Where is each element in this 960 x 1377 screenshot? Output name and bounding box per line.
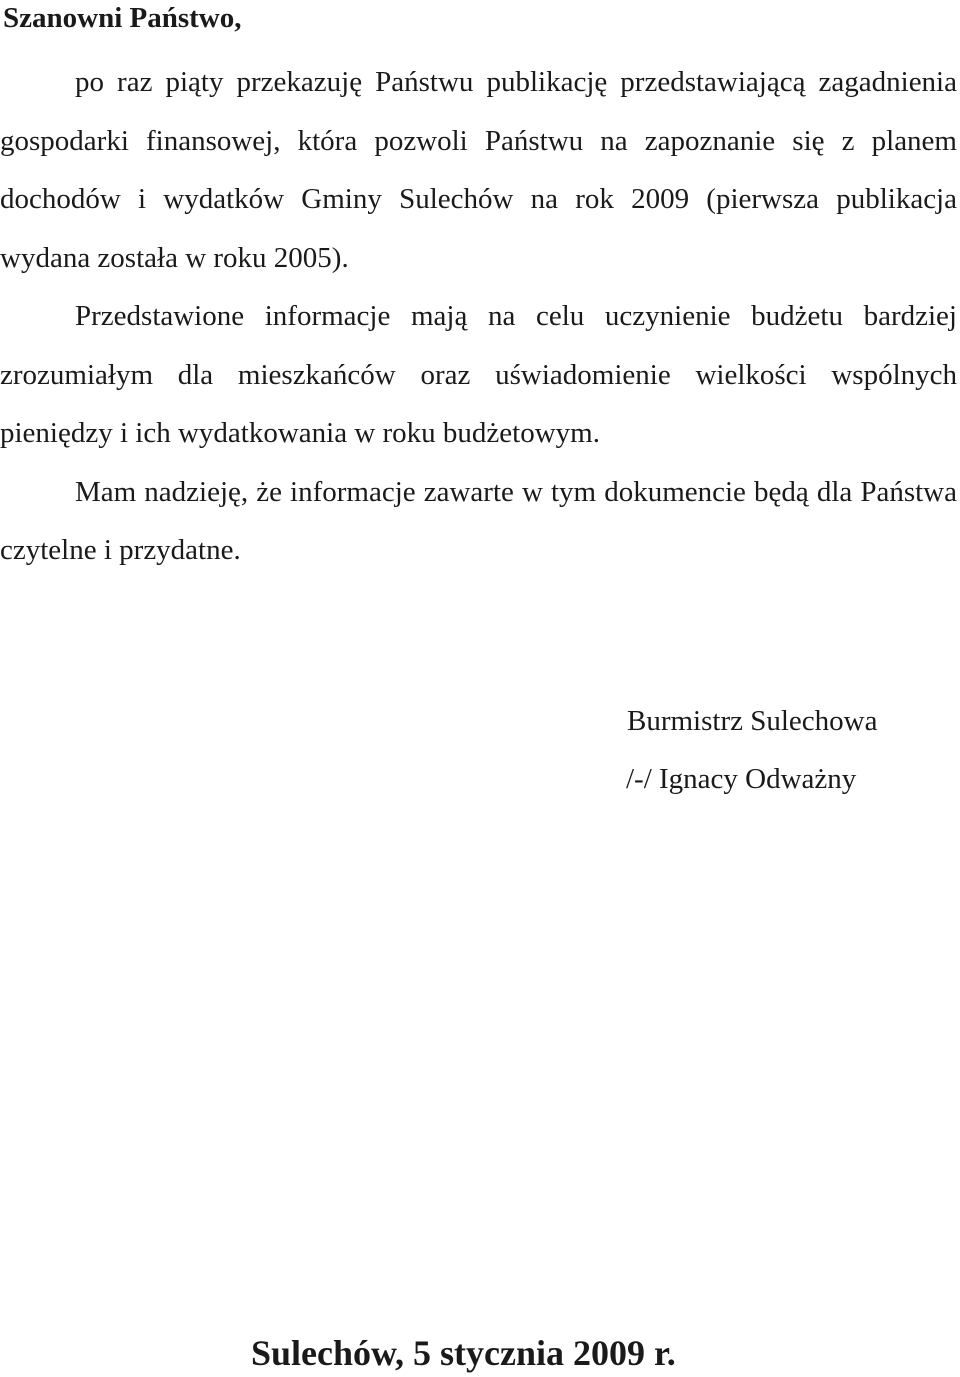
place-and-date: Sulechów, 5 stycznia 2009 r. [251,1333,676,1373]
letter-body [0,53,957,580]
paragraph-closing: Mam nadzieję, że informacje zawarte w tym dokumencie będą dla Państwa czytelne i przydatne. [0,475,957,566]
signature-block [627,692,877,808]
signature-title: Burmistrz Sulechowa [627,705,878,737]
signature-name: /-/ Ignacy Odważny [626,763,857,795]
paragraph-intro: po raz piąty przekazuję Państwu publikację przedstawiającą zagadnienia gospodarki finansowej, która pozwoli Państwu na zapoznanie się z planem dochodów i wydatków Gminy Sulechów na rok 2009 (pierwsza publikacja wydana została w roku 2005). [0,66,957,274]
greeting: Szanowni Państwo, [3,2,242,34]
paragraph-purpose: Przedstawione informacje mają na celu uczynienie budżetu bardziej zrozumiałym dla mieszkańców oraz uświadomienie wielkości wspólnych pieniędzy i ich wydatkowania w roku budżetowym. [0,300,957,449]
